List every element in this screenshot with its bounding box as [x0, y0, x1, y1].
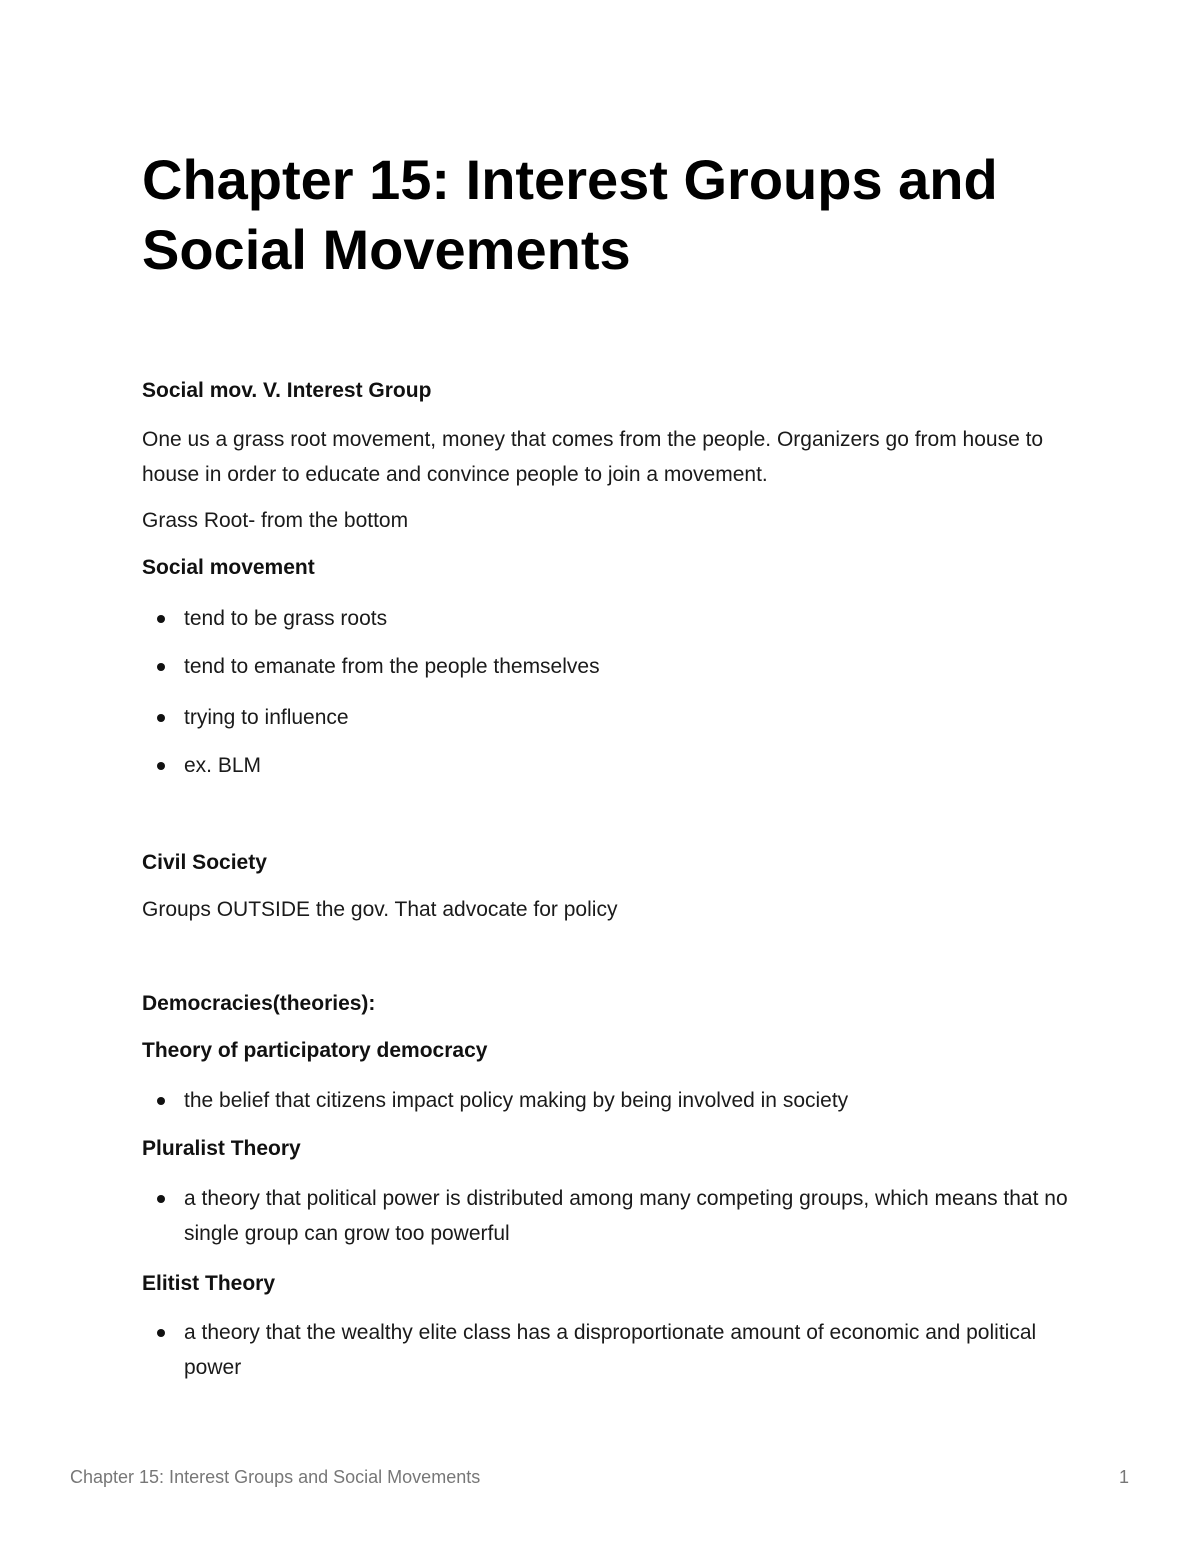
list-item [142, 1083, 1072, 1118]
list-item [142, 1181, 1072, 1251]
list-item [142, 1315, 1072, 1385]
list-item-text: tend to emanate from the people themselves [184, 655, 600, 678]
section-heading-elitist-theory: Elitist Theory [142, 1272, 276, 1295]
bullet-icon [157, 762, 165, 770]
list-item [142, 748, 1072, 783]
list-item-text: a theory that political power is distributed among many competing groups, which means that no single group can grow too powerful [184, 1187, 1068, 1245]
list-item-text: the belief that citizens impact policy making by being involved in society [184, 1089, 849, 1112]
bullet-icon [157, 714, 165, 722]
paragraph-grass-root-movement: One us a grass root movement, money that comes from the people. Organizers go from house to house in order to educate and convince people to join a movement. [142, 428, 1044, 486]
section-heading-democracies: Democracies(theories): [142, 992, 376, 1015]
footer-page-number: 1 [1118, 1467, 1129, 1487]
page-title: Chapter 15: Interest Groups and Social Movements [142, 148, 998, 281]
list-item-text: a theory that the wealthy elite class has a disproportionate amount of economic and political power [184, 1321, 1037, 1379]
bullet-icon [157, 1097, 165, 1105]
paragraph-civil-society: Groups OUTSIDE the gov. That advocate for policy [142, 898, 618, 921]
section-heading-pluralist-theory: Pluralist Theory [142, 1137, 301, 1160]
section-heading-civil-society: Civil Society [142, 851, 267, 874]
list-item [142, 649, 1072, 684]
bullet-icon [157, 615, 165, 623]
section-heading-participatory-democracy: Theory of participatory democracy [142, 1039, 488, 1062]
bullet-icon [157, 1329, 165, 1337]
list-item [142, 700, 1072, 735]
bullet-icon [157, 1195, 165, 1203]
section-heading-social-movement: Social movement [142, 556, 315, 579]
list-item-text: trying to influence [184, 706, 349, 729]
paragraph-grass-root-definition: Grass Root- from the bottom [142, 509, 409, 532]
section-heading-social-vs-interest: Social mov. V. Interest Group [142, 379, 432, 402]
footer-document-title: Chapter 15: Interest Groups and Social Movements [70, 1467, 481, 1487]
bullet-icon [157, 663, 165, 671]
list-item-text: ex. BLM [184, 754, 262, 777]
list-item [142, 601, 1072, 636]
list-item-text: tend to be grass roots [184, 607, 388, 630]
